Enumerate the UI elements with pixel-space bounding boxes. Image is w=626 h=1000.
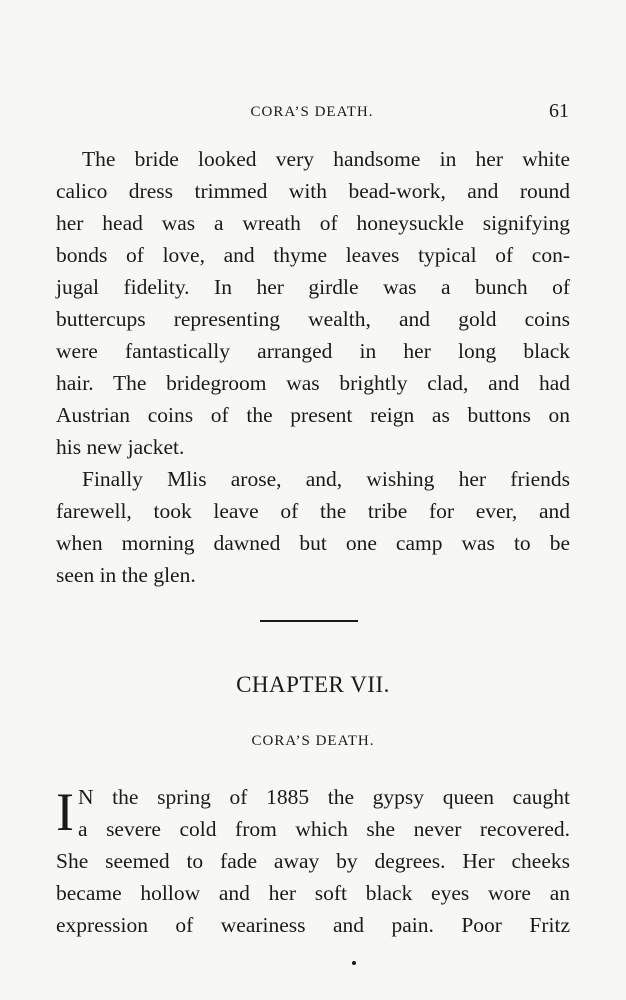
text-line: Austrian coins of the present reign as buttons on [56,403,570,427]
text-line: a severe cold from which she never recovered. [78,817,570,841]
section-divider [260,620,358,622]
text-line: She seemed to fade away by degrees. Her cheeks [56,849,570,873]
running-head [55,100,569,126]
text-line: became hollow and her soft black eyes wore an [56,881,570,905]
text-line: The bride looked very handsome in her white [82,147,570,171]
chapter-heading: CHAPTER VII. [236,672,390,697]
text-line: jugal fidelity. In her girdle was a bunch of [56,275,570,299]
text-line: calico dress trimmed with bead-work, and round [56,179,570,203]
text-line: her head was a wreath of honeysuckle signifying [56,211,570,235]
text-line: expression of weariness and pain. Poor Fritz [56,913,570,937]
body-text [56,143,570,591]
text-line: were fantastically arranged in her long black [56,339,570,363]
text-line: bonds of love, and thyme leaves typical of con- [56,243,570,267]
text-line: buttercups representing wealth, and gold coins [56,307,570,331]
text-line: farewell, took leave of the tribe for ever, and [56,499,570,523]
text-line: Finally Mlis arose, and, wishing her friends [82,467,570,491]
chapter-subheading: CORA’S DEATH. [251,733,375,749]
chapter-text [56,781,570,941]
drop-cap: I [56,782,74,842]
text-line: when morning dawned but one camp was to be [56,531,570,555]
text-line: seen in the glen. [56,563,196,587]
page-number: 61 [549,100,569,122]
text-line: hair. The bridegroom was brightly clad, and had [56,371,570,395]
text-line: his new jacket. [56,435,185,459]
running-title: CORA’S DEATH. [250,104,374,120]
text-line: N the spring of 1885 the gypsy queen caught [78,785,570,809]
print-dot [352,961,356,965]
